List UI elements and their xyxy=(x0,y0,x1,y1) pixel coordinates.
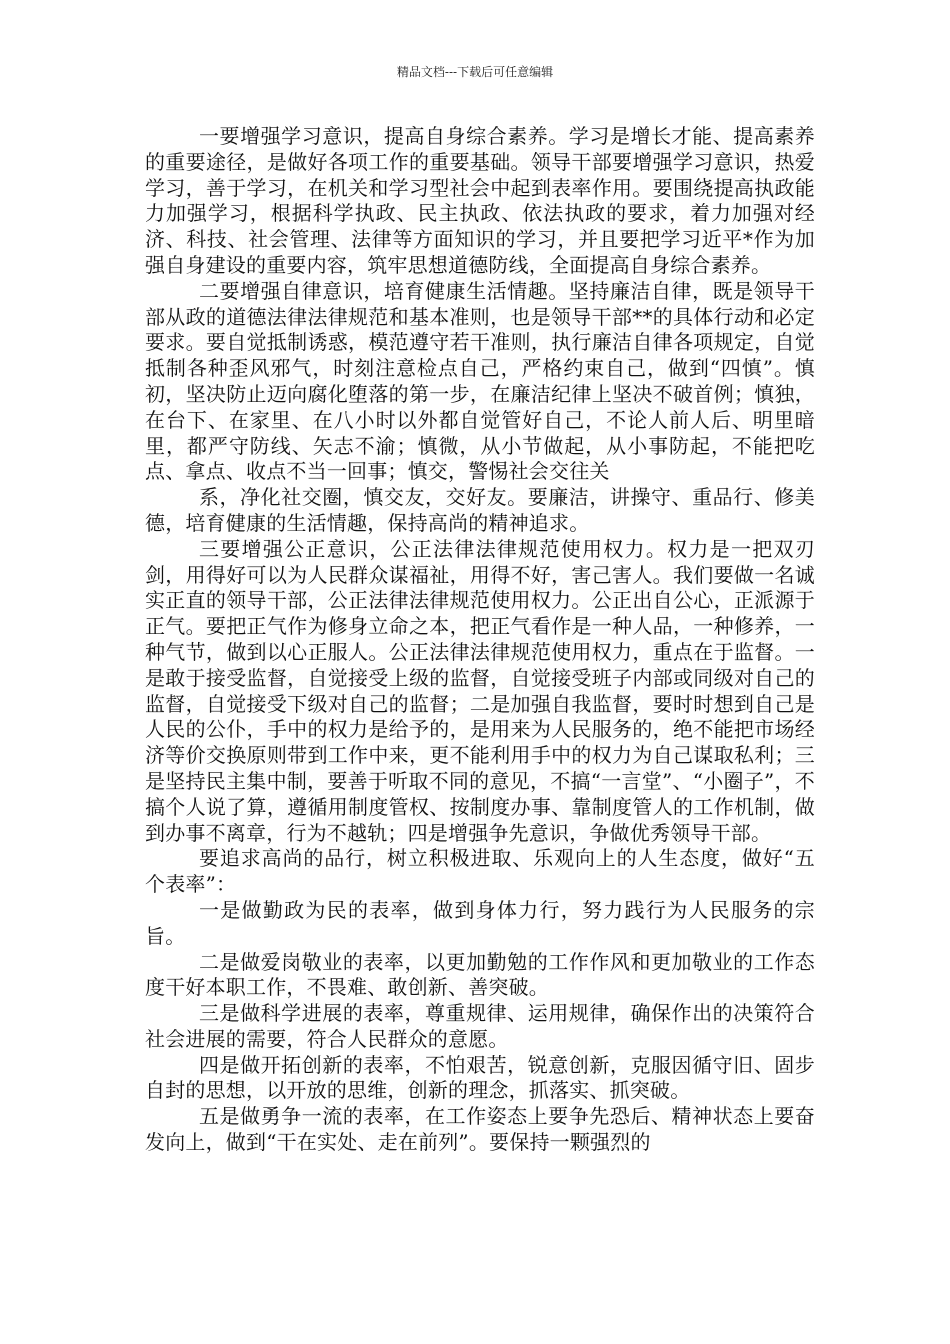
paragraph-model-two: 二是做爱岗敬业的表率，以更加勤勉的工作作风和更加敬业的工作态度干好本职工作，不畏难、敢创新、善突破。 xyxy=(145,949,815,1000)
paragraph-model-three: 三是做科学进展的表率，尊重规律、运用规律，确保作出的决策符合社会进展的需要，符合人民群众的意愿。 xyxy=(145,1001,815,1051)
paragraph-study: 一要增强学习意识，提高自身综合素养。学习是增长才能、提高素养的重要途径，是做好各项工作的重要基础。领导干部要增强学习意识，热爱学习，善于学习，在机关和学习型社会中起到表率作用。要围绕提高执政能力加强学习，根据科学执政、民主执政、依法执政的要求，着力加强对经济、科技、社会管理、法律等方面知识的学习，并且要把学习近平*作为加强自身建设的重要内容，筑牢思想道德防线，全面提高自身综合素养。 xyxy=(145,124,815,277)
paragraph-self-discipline: 二要增强自律意识，培育健康生活情趣。坚持廉洁自律，既是领导干部从政的道德法律法律规范和基本准则，也是领导干部**的具体行动和必定要求。要自觉抵制诱惑，模范遵守若干准则，执行廉洁自律各项规定，自觉抵制各种歪风邪气，时刻注意检点自己，严格约束自己，做到“四慎”。慎初，坚决防止迈向腐化堕落的第一步，在廉洁纪律上坚决不破首例；慎独，在台下、在家里、在八小时以外都自觉管好自己，不论人前人后、明里暗里，都严守防线、矢志不渝；慎微，从小节做起，从小事防起，不能把吃点、拿点、收点不当一回事；慎交，警惕社会交往关 xyxy=(145,278,815,484)
paragraph-model-four: 四是做开拓创新的表率，不怕艰苦，锐意创新，克服因循守旧、固步自封的思想，以开放的思维，创新的理念，抓落实、抓突破。 xyxy=(145,1052,815,1103)
paragraph-fairness: 三要增强公正意识，公正法律法律规范使用权力。权力是一把双刃剑，用得好可以为人民群众谋福祉，用得不好，害己害人。我们要做一名诚实正直的领导干部，公正法律法律规范使用权力。公正出自公心，正派源于正气。要把正气作为修身立命之本，把正气看作是一种人品，一种修养，一种气节，做到以心正服人。公正法律法律规范使用权力，重点在于监督。一是敢于接受监督，自觉接受上级的监督，自觉接受班子内部或同级对自己的监督，自觉接受下级对自己的监督；二是加强自我监督，要时时想到自己是人民的公仆，手中的权力是给予的，是用来为人民服务的，绝不能把市场经济等价交换原则带到工作中来，更不能利用手中的权力为自己谋取私利；三是坚持民主集中制，要善于听取不同的意见，不搞“一言堂”、“小圈子”，不搞个人说了算，遵循用制度管权、按制度办事、靠制度管人的工作机制，做到办事不离章，行为不越轨；四是增强争先意识，争做优秀领导干部。 xyxy=(145,536,815,845)
page-header: 精品文档---下载后可任意编辑 xyxy=(396,65,554,79)
document-body xyxy=(145,124,815,1156)
paragraph-model-five: 五是做勇争一流的表率，在工作姿态上要争先恐后、精神状态上要奋发向上，做到“干在实处、走在前列”。要保持一颗强烈的 xyxy=(145,1104,815,1155)
paragraph-model-one: 一是做勤政为民的表率，做到身体力行，努力践行为人民服务的宗旨。 xyxy=(145,897,815,948)
paragraph-self-discipline-cont: 系，净化社交圈，慎交友，交好友。要廉洁，讲操守、重品行、修美德，培育健康的生活情趣，保持高尚的精神追求。 xyxy=(145,485,815,535)
paragraph-five-models-intro: 要追求高尚的品行，树立积极进取、乐观向上的人生态度，做好“五个表率”： xyxy=(145,846,815,897)
